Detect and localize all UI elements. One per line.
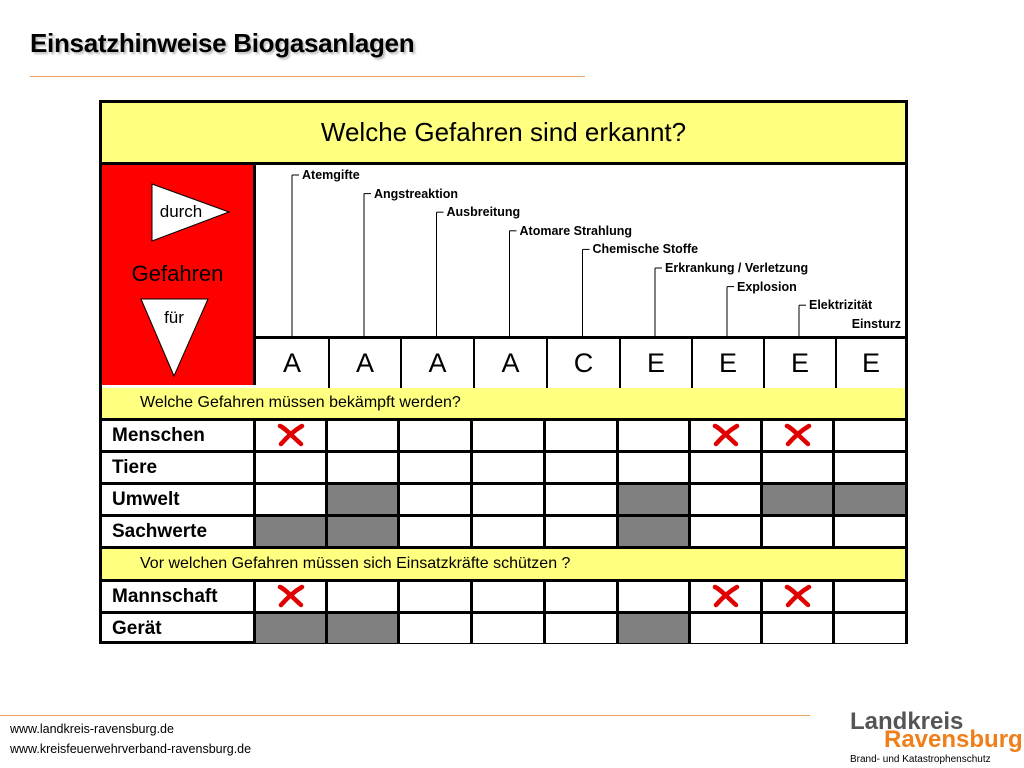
hazard-labels — [256, 165, 905, 336]
gefahren-label: Gefahren — [131, 261, 224, 286]
matrix-cell-shaded — [253, 614, 325, 643]
matrix-cell-shaded — [325, 614, 397, 643]
matrix-cell — [832, 453, 905, 482]
hazard-matrix — [99, 100, 908, 644]
cross-icon — [712, 584, 740, 608]
matrix-cell — [543, 517, 616, 546]
matrix-cell-marked — [253, 582, 325, 611]
page-title: Einsatzhinweise Biogasanlagen — [30, 28, 415, 58]
matrix-row — [102, 582, 905, 614]
matrix-cell — [253, 485, 325, 514]
matrix-cell — [325, 453, 397, 482]
matrix-cell — [832, 421, 905, 450]
row-label: Mannschaft — [112, 586, 218, 607]
cross-icon — [784, 423, 812, 447]
hazard-letters-row — [256, 336, 905, 391]
section-schuetzen: Vor welchen Gefahren müssen sich Einsatzkräfte schützen ? — [102, 549, 905, 582]
matrix-row — [102, 517, 905, 549]
hazard-leader-lines — [256, 165, 905, 336]
matrix-cell — [616, 582, 688, 611]
matrix-cell-marked — [688, 582, 760, 611]
matrix-cell — [397, 517, 470, 546]
row-label: Tiere — [112, 457, 158, 478]
hazard-letter: E — [835, 339, 905, 388]
matrix-cell — [543, 485, 616, 514]
matrix-cell — [397, 421, 470, 450]
matrix-row — [102, 421, 905, 453]
matrix-cell-shaded — [832, 485, 905, 514]
matrix-cell-shaded — [325, 485, 397, 514]
matrix-cell — [688, 453, 760, 482]
cross-icon — [784, 584, 812, 608]
matrix-cell-shaded — [616, 614, 688, 643]
durch-label: durch — [159, 202, 203, 221]
fuer-label: für — [164, 308, 184, 327]
gefahren-panel — [102, 165, 256, 385]
matrix-row — [102, 614, 905, 646]
matrix-cell-marked — [760, 582, 832, 611]
logo-tagline: Brand- und Katastrophenschutz — [850, 754, 991, 765]
hazard-label: Atomare Strahlung — [519, 223, 633, 238]
cross-icon — [712, 423, 740, 447]
matrix-row — [102, 453, 905, 485]
hazard-letter: A — [473, 339, 546, 388]
matrix-cell — [543, 614, 616, 643]
hazard-label: Explosion — [737, 279, 797, 294]
matrix-cell — [470, 517, 543, 546]
cross-icon — [277, 584, 305, 608]
matrix-cell — [760, 453, 832, 482]
hazard-label: Einsturz — [851, 316, 901, 331]
row-label: Gerät — [112, 618, 162, 639]
footer-link-landkreis[interactable]: www.landkreis-ravensburg.de — [10, 722, 174, 736]
matrix-cell — [470, 485, 543, 514]
row-label: Sachwerte — [112, 521, 208, 542]
logo-line2: Ravensburg — [884, 726, 1023, 753]
section-bekaempfen: Welche Gefahren müssen bekämpft werden? — [102, 388, 905, 421]
matrix-cell — [688, 517, 760, 546]
matrix-heading: Welche Gefahren sind erkannt? — [102, 103, 905, 165]
matrix-cell — [325, 421, 397, 450]
row-label: Umwelt — [112, 489, 180, 510]
matrix-cell — [760, 517, 832, 546]
matrix-cell — [397, 453, 470, 482]
hazard-letter: E — [691, 339, 763, 388]
matrix-cell — [832, 517, 905, 546]
matrix-cell — [616, 421, 688, 450]
matrix-cell — [543, 421, 616, 450]
matrix-cell-marked — [760, 421, 832, 450]
matrix-cell — [543, 453, 616, 482]
matrix-cell-marked — [688, 421, 760, 450]
matrix-cell — [688, 485, 760, 514]
matrix-row — [102, 485, 905, 517]
matrix-cell-shaded — [325, 517, 397, 546]
cross-icon — [277, 423, 305, 447]
hazard-label: Chemische Stoffe — [592, 242, 699, 257]
matrix-cell — [470, 453, 543, 482]
matrix-cell — [470, 614, 543, 643]
hazard-label: Ausbreitung — [446, 205, 521, 220]
matrix-cell — [397, 582, 470, 611]
matrix-cell — [470, 582, 543, 611]
row-label: Menschen — [112, 425, 205, 446]
title-divider — [30, 76, 585, 77]
hazard-letter: E — [619, 339, 691, 388]
matrix-cell — [760, 614, 832, 643]
hazard-label: Erkrankung / Verletzung — [665, 261, 809, 275]
matrix-cell — [832, 582, 905, 611]
footer-divider — [0, 715, 810, 716]
hazard-letter: A — [400, 339, 473, 388]
hazard-label: Elektrizität — [809, 298, 873, 313]
logo-line1: Landkreis — [850, 708, 964, 735]
matrix-cell — [470, 421, 543, 450]
matrix-cell-shaded — [616, 485, 688, 514]
hazard-letter: E — [763, 339, 835, 388]
footer-link-kreisfeuerwehrverband[interactable]: www.kreisfeuerwehrverband-ravensburg.de — [10, 742, 252, 756]
matrix-cell-shaded — [760, 485, 832, 514]
hazard-label: Atemgifte — [302, 168, 360, 182]
hazard-letter: A — [328, 339, 400, 388]
matrix-cell — [543, 582, 616, 611]
matrix-cell — [397, 485, 470, 514]
matrix-cell — [616, 453, 688, 482]
hazard-letter: A — [282, 348, 301, 378]
matrix-cell-marked — [253, 421, 325, 450]
hazard-letter: C — [546, 339, 619, 388]
matrix-cell — [397, 614, 470, 643]
matrix-cell — [253, 453, 325, 482]
matrix-cell-shaded — [253, 517, 325, 546]
hazard-label: Angstreaktion — [374, 186, 459, 201]
matrix-cell — [832, 614, 905, 643]
matrix-cell — [688, 614, 760, 643]
matrix-cell-shaded — [616, 517, 688, 546]
matrix-cell — [325, 582, 397, 611]
